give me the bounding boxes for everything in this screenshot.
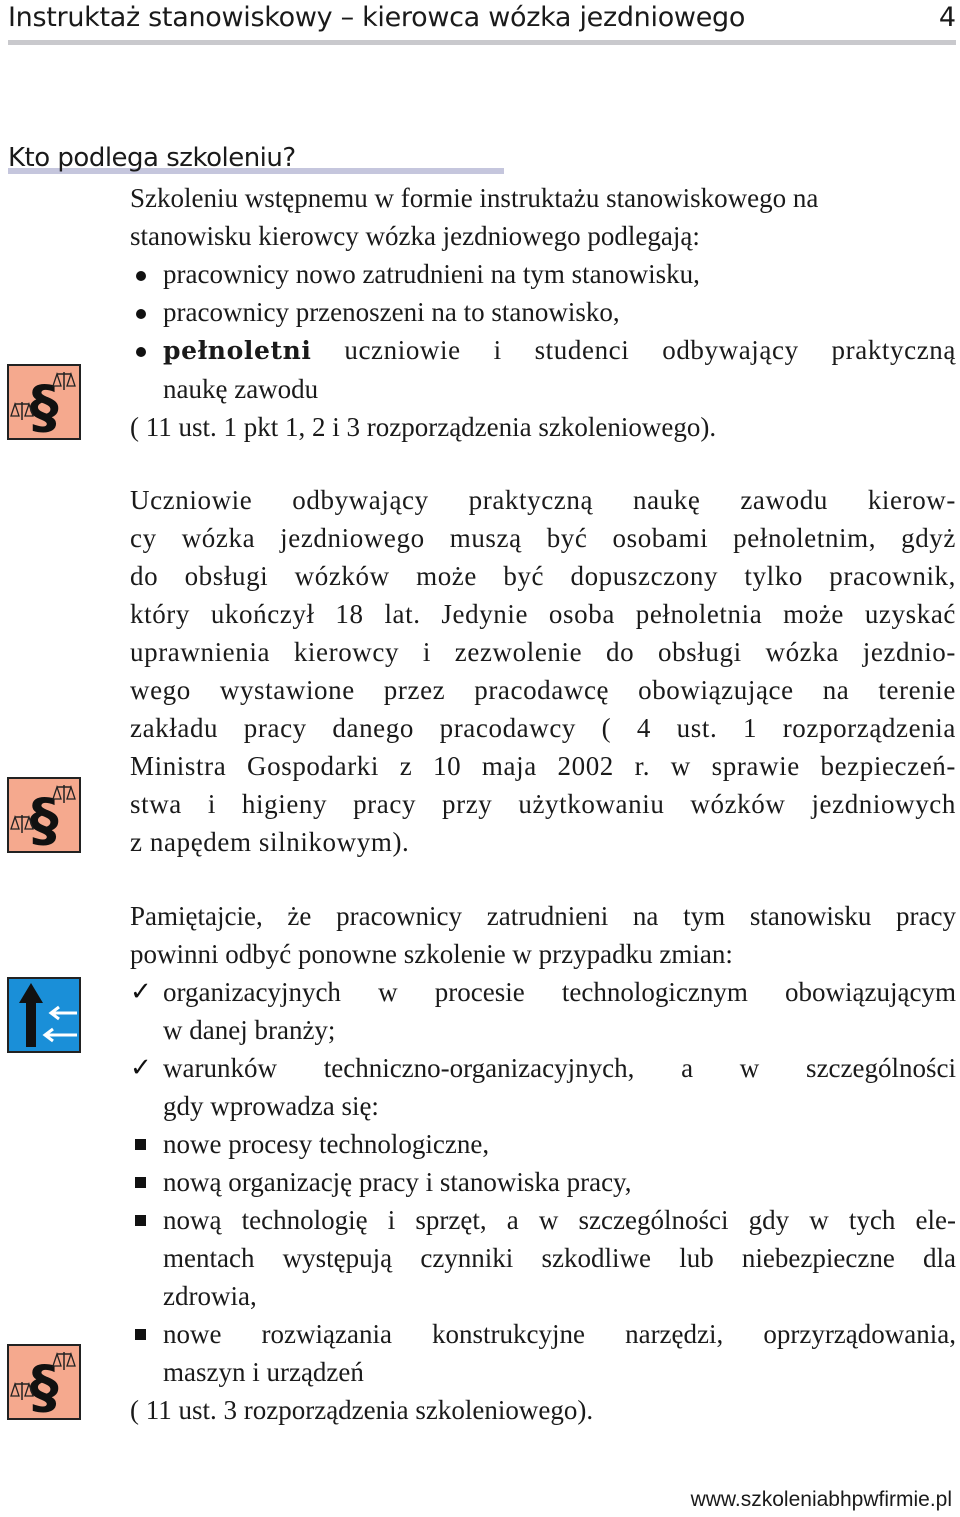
paragraph-line: który ukończył 18 lat. Jedynie osoba pełnoletnia może uzyskać xyxy=(130,599,956,629)
law-paragraph-icon xyxy=(7,777,81,853)
bullet-square-icon xyxy=(130,1201,158,1239)
paragraph-line: zakładu pracy danego pracodawcy ( 4 ust. 1 rozporządzenia xyxy=(130,713,956,743)
paragraph-line: uprawnienia kierowcy i zezwolenie do obsługi wózka jezdnio- xyxy=(130,637,956,667)
paragraph-line: stwa i higieny pracy przy użytkowaniu wózków jezdniowych xyxy=(130,789,956,819)
list-item: ✓ organizacyjnych w procesie technologicznym obowiązującym w danej branży; xyxy=(130,973,956,1049)
paragraph-line: z napędem silnikowym). xyxy=(130,827,410,857)
law-paragraph-icon xyxy=(7,364,81,440)
header-divider xyxy=(8,40,956,45)
list-item: nową organizację pracy i stanowiska pracy, xyxy=(130,1163,956,1201)
list-item: nowe rozwiązania konstrukcyjne narzędzi, oprzyrządowania, maszyn i urządzeń xyxy=(130,1315,956,1391)
paragraph-line: Pamiętajcie, że pracownicy zatrudnieni na tym stanowisku pracy xyxy=(130,901,956,931)
list-item: nowe procesy technologiczne, xyxy=(130,1125,956,1163)
bullet-dot-icon xyxy=(130,255,158,293)
paragraph-line: Szkoleniu wstępnemu w formie instruktażu stanowiskowego na xyxy=(130,183,819,213)
paragraph-line: stanowisku kierowcy wózka jezdniowego podlegają: xyxy=(130,221,700,251)
paragraph-line: cy wózka jezdniowego muszą być osobami pełnoletnim, gdyż xyxy=(130,523,956,553)
legal-reference: ( 11 ust. 1 pkt 1, 2 i 3 rozporządzenia szkoleniowego). xyxy=(130,412,717,442)
legal-reference: ( 11 ust. 3 rozporządzenia szkoleniowego). xyxy=(130,1395,594,1425)
paragraph-line: Uczniowie odbywający praktyczną naukę zawodu kierow- xyxy=(130,485,956,515)
paragraph-line: Ministra Gospodarki z 10 maja 2002 r. w sprawie bezpieczeń- xyxy=(130,751,956,781)
page-number: 4 xyxy=(938,2,956,33)
document-title: Instruktaż stanowiskowy – kierowca wózka jezdniowego xyxy=(8,2,746,33)
paragraph-line: do obsługi wózków może być dopuszczony tylko pracownik, xyxy=(130,561,956,591)
list-item: pracownicy przenoszeni na to stanowisko, xyxy=(130,293,956,331)
emphasis-adult: pełnoletni xyxy=(163,336,312,365)
bullet-dot-icon xyxy=(130,293,158,331)
svg-text:§: § xyxy=(29,1353,59,1420)
checkmark-icon: ✓ xyxy=(130,1053,152,1083)
bullet-square-icon xyxy=(130,1163,158,1201)
paragraph-line: powinni odbyć ponowne szkolenie w przypadku zmian: xyxy=(130,939,733,969)
list-item: pełnoletni uczniowie i studenci odbywający praktyczną naukę zawodu xyxy=(130,331,956,408)
section-heading: Kto podlega szkoleniu? xyxy=(8,143,296,173)
svg-text:§: § xyxy=(29,786,59,853)
change-arrows-icon xyxy=(7,977,81,1053)
age-requirement-paragraph xyxy=(130,481,956,861)
bullet-dot-icon xyxy=(130,331,158,369)
list-item: nową technologię i sprzęt, a w szczególności gdy w tych ele- mentach występują czynniki szkodliwe lub niebezpieczne dla zdrowia, xyxy=(130,1201,956,1315)
eligibility-paragraph xyxy=(130,179,956,446)
bullet-square-icon xyxy=(130,1125,158,1163)
checkmark-icon: ✓ xyxy=(130,977,152,1007)
retraining-paragraph xyxy=(130,897,956,1429)
list-item: pracownicy nowo zatrudnieni na tym stanowisku, xyxy=(130,255,956,293)
bullet-square-icon xyxy=(130,1315,158,1353)
paragraph-line: wego wystawione przez pracodawcę obowiązujące na terenie xyxy=(130,675,956,705)
footer-website-url: www.szkoleniabhpwfirmie.pl xyxy=(690,1488,952,1511)
law-paragraph-icon xyxy=(7,1344,81,1420)
svg-text:§: § xyxy=(29,373,59,440)
list-item: ✓ warunków techniczno-organizacyjnych, a w szczególności gdy wprowadza się: xyxy=(130,1049,956,1125)
page-header xyxy=(8,0,956,38)
